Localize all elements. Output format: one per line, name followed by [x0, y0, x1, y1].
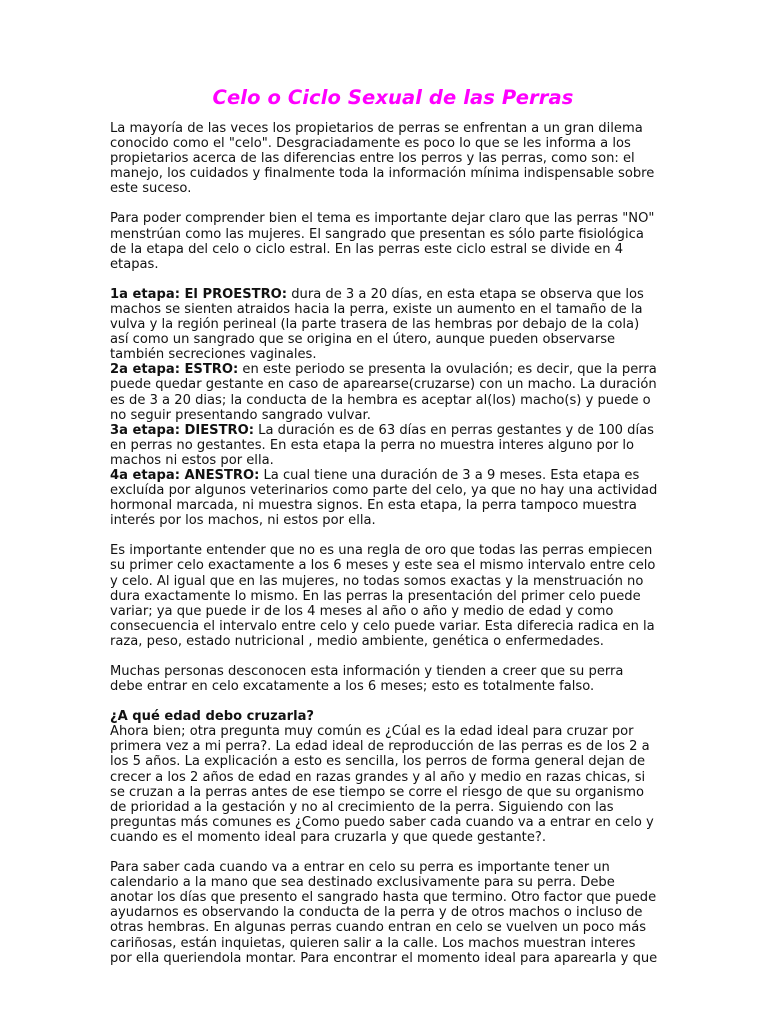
stage-3-text: La duración es de 63 días en perras gestantes y de 100 días en perras no gestantes. En esta etapa la perra no muestra interes alguno por lo machos ni estos por ella. [110, 422, 654, 468]
stage-1-text: dura de 3 a 20 días, en esta etapa se observa que los machos se sienten atraidos hacia la perra, existe un aumento en el tamaño de la vulva y la región perineal (la parte trasera de las hembras por debajo de la cola) así como un sangrado que se origina en el útero, aunque pueden observarse también secreciones vaginales. [110, 286, 644, 363]
paragraph-spacer [110, 845, 658, 860]
stage-4-text: La cual tiene una duración de 3 a 9 meses. Esta etapa es excluída por algunos veterinarios como parte del celo, ya que no hay una actividad hormonal marcada, ni muestra signos. En esta etapa, la perra tampoco muestra interés por los machos, ni estos por ella. [110, 467, 658, 529]
menstruation-paragraph: Para poder comprender bien el tema es importante dejar claro que las perras "NO" menstrúan como las mujeres. El sangrado que presentan es sólo parte fisiológica de la etapa del celo o ciclo estral. En las perras este ciclo estral se divide en 4 etapas. [110, 211, 655, 272]
stage-2-text: en este periodo se presenta la ovulación; es decir, que la perra puede quedar gestante en caso de aparearse(cruzarse) con un macho. La duración es de 3 a 20 dias; la conducta de la hembra es aceptar al(los) macho(s) y puede o no seguir presentando sangrado vulvar. [110, 362, 657, 423]
stage-1-label: 1a etapa: El PROESTRO: [110, 286, 288, 302]
stage-2-paragraph [110, 362, 658, 422]
stage-3-label: 3a etapa: DIESTRO: [110, 422, 254, 438]
intro-paragraph: La mayoría de las veces los propietarios de perras se enfrentan a un gran dilema conocido como el "celo". Desgraciadamente es poco lo que se les informa a los propietarios acerca de las diferencias entre los perros y las perras, como son: el manejo, los cuidados y finalmente toda la información mínima indispensable sobre este suceso. [110, 121, 655, 197]
stage-4-paragraph [110, 468, 658, 528]
heat-calendar-paragraph: Para saber cada cuando va a entrar en celo su perra es importante tener un calendario a la mano que sea destinado exclusivamente para su perra. Debe anotar los días que presento el sangrado hasta que termino. Otro factor que puede ayudarnos es observando la conducta de la perra y de otros machos o incluso de otras hembras. En algunas perras cuando entran en celo se vuelven un poco más cariñosas, están inquietas, quieren salir a la calle. Los machos muestran interes por ella queriendola montar. Para encontrar el momento ideal para aparearla y que [110, 860, 658, 966]
section-heading [110, 709, 658, 724]
misconception-paragraph: Muchas personas desconocen esta información y tienden a creer que su perra debe entrar en celo excatamente a los 6 meses; esto es totalmente falso. [110, 664, 624, 695]
paragraph-spacer [110, 528, 658, 543]
paragraph-spacer [110, 649, 658, 664]
page-title: Celo o Ciclo Sexual de las Perras [212, 86, 574, 109]
paragraph-spacer [110, 196, 658, 211]
stage-4-label: 4a etapa: ANESTRO: [110, 467, 260, 483]
stage-2-label: 2a etapa: ESTRO: [110, 362, 239, 378]
paragraph-spacer [110, 272, 658, 287]
section-heading-text: ¿A qué edad debo cruzarla? [110, 709, 314, 725]
first-heat-paragraph: Es importante entender que no es una regla de oro que todas las perras empiecen su primer celo exactamente a los 6 meses y este sea el mismo intervalo entre celo y celo. Al igual que en las mujeres, no todas somos exactas y la menstruación no dura exactamente lo mismo. En las perras la presentación del primer celo puede variar; ya que puede ir de los 4 meses al año o año y medio de edad y como consecuencia el intervalo entre celo y celo puede variar. Esta diferecia radica en la raza, peso, estado nutricional , medio ambiente, genética o enfermedades. [110, 543, 656, 649]
breeding-age-paragraph: Ahora bien; otra pregunta muy común es ¿Cúal es la edad ideal para cruzar por primera vez a mi perra?. La edad ideal de reproducción de las perras es de los 2 a los 5 años. La explicación a esto es sencilla, los perros de forma general dejan de crecer a los 2 años de edad en razas grandes y al año y medio en razas chicas, si se cruzan a la perras antes de ese tiempo se corre el riesgo de que su organismo de prioridad a la gestación y no al crecimiento de la perra. Siguiendo con las preguntas más comunes es ¿Como puedo saber cada cuando va a entrar en celo y cuando es el momento ideal para cruzarla y que quede gestante?. [110, 724, 654, 845]
paragraph-spacer [110, 694, 658, 709]
stage-3-paragraph [110, 423, 658, 468]
stage-1-paragraph [110, 287, 658, 362]
